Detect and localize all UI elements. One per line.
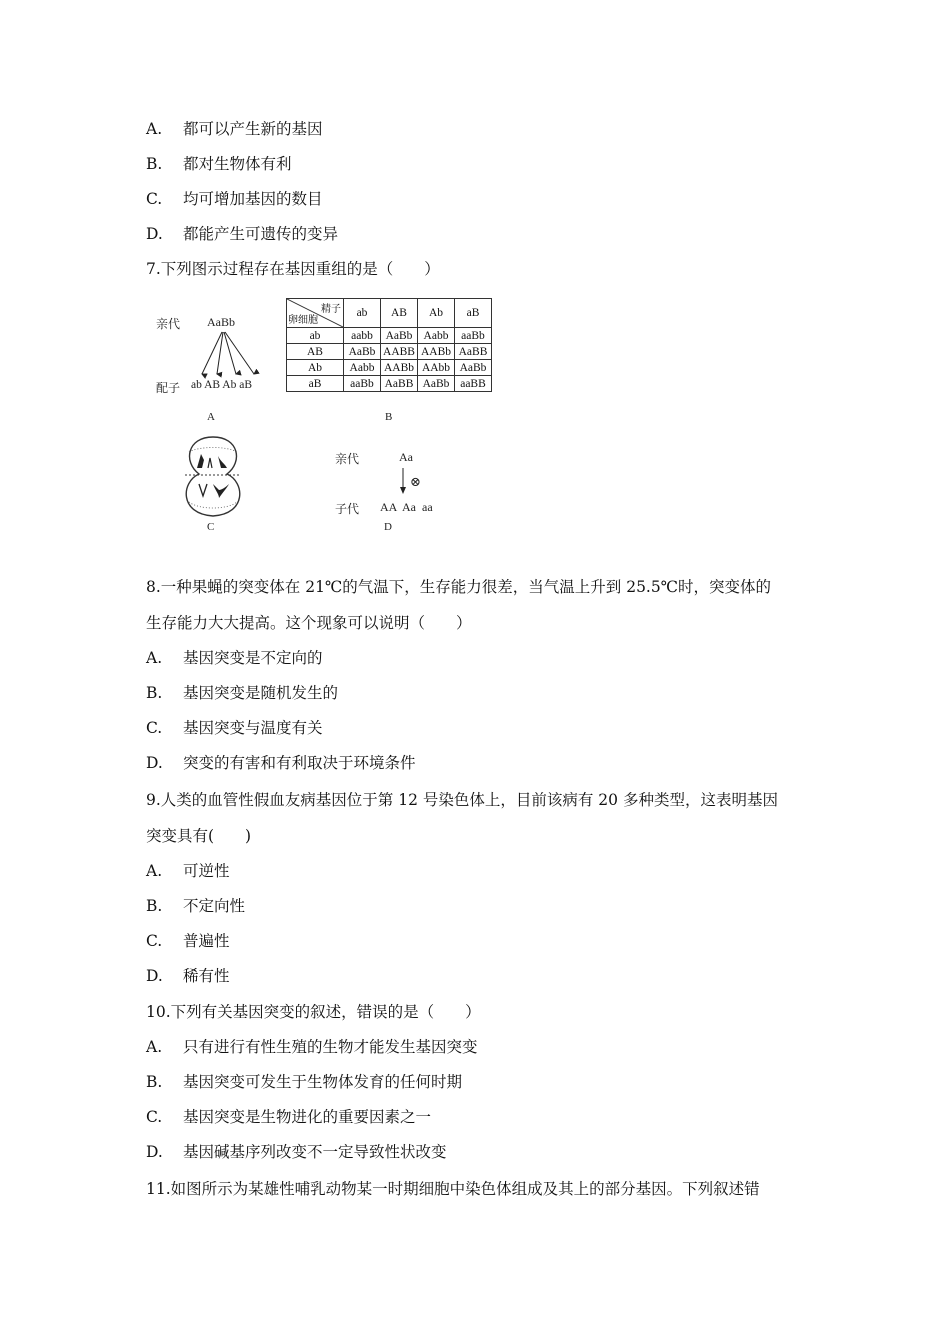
punnett-cell: AABB	[381, 344, 418, 360]
fig-d-parent-genotype: Aa	[399, 450, 413, 464]
q10-option-a: A. 只有进行有性生殖的生物才能发生基因突变	[146, 1038, 478, 1056]
q9-option-d: D. 稀有性	[146, 967, 230, 985]
punnett-col-header: Ab	[418, 299, 455, 328]
punnett-corner-cell	[287, 299, 344, 328]
fig-b-caption: B	[385, 411, 393, 423]
fig-a-gametes: ab AB Ab aB	[191, 379, 253, 391]
punnett-cell: Aabb	[344, 360, 381, 376]
fig-c-dividing-cell-diagram	[175, 432, 251, 522]
fig-a-parent-label: 亲代	[156, 317, 181, 331]
q10-stem: 10.下列有关基因突变的叙述，错误的是（ ）	[146, 1003, 481, 1021]
q8-option-d: D. 突变的有害和有利取决于环境条件	[146, 754, 416, 772]
q6-option-d: D. 都能产生可遗传的变异	[146, 225, 339, 243]
q6-option-c: C. 均可增加基因的数目	[146, 190, 323, 208]
fig-d-self-cross-symbol: ⊗	[410, 474, 421, 489]
punnett-row-header: Ab	[287, 360, 344, 376]
punnett-cell: AaBb	[418, 376, 455, 392]
punnett-cell: AaBB	[381, 376, 418, 392]
fig-a-arrows	[190, 330, 270, 380]
fig-b-punnett-table	[286, 298, 492, 392]
fig-d-parent-label: 亲代	[335, 452, 360, 466]
q9-option-b: B. 不定向性	[146, 897, 246, 915]
punnett-cell: AaBB	[455, 344, 492, 360]
fig-a-parent-genotype: AaBb	[207, 315, 235, 329]
fig-d-offspring: AA Aa aa	[380, 500, 433, 514]
fig-a-caption: A	[207, 411, 215, 423]
fig-c-caption: C	[207, 521, 215, 533]
punnett-cell: aaBb	[344, 376, 381, 392]
punnett-row	[287, 360, 492, 376]
punnett-row-header: aB	[287, 376, 344, 392]
punnett-cell: aabb	[344, 328, 381, 344]
punnett-row	[287, 344, 492, 360]
q8-option-b: B. 基因突变是随机发生的	[146, 684, 339, 702]
punnett-cell: aaBB	[455, 376, 492, 392]
q9-stem-line2: 突变具有( )	[146, 827, 252, 845]
punnett-egg-header: 卵细胞	[288, 315, 318, 326]
punnett-cell: Aabb	[418, 328, 455, 344]
q8-option-c: C. 基因突变与温度有关	[146, 719, 323, 737]
punnett-cell: aaBb	[455, 328, 492, 344]
q8-option-a: A. 基因突变是不定向的	[146, 649, 323, 667]
punnett-col-header: AB	[381, 299, 418, 328]
q10-option-d: D. 基因碱基序列改变不一定导致性状改变	[146, 1143, 447, 1161]
fig-d-down-arrow	[398, 467, 408, 495]
q6-option-a: A. 都可以产生新的基因	[146, 120, 323, 138]
punnett-row	[287, 328, 492, 344]
fig-d-caption: D	[384, 521, 392, 533]
punnett-cell: AaBb	[344, 344, 381, 360]
q10-option-c: C. 基因突变是生物进化的重要因素之一	[146, 1108, 432, 1126]
punnett-cell: AAbb	[418, 360, 455, 376]
punnett-row	[287, 376, 492, 392]
punnett-col-header: aB	[455, 299, 492, 328]
punnett-cell: AABb	[381, 360, 418, 376]
q8-stem-line2: 生存能力大大提高。这个现象可以说明（ ）	[146, 614, 472, 632]
q9-option-a: A. 可逆性	[146, 862, 230, 880]
punnett-cell: AaBb	[381, 328, 418, 344]
q11-stem-line1: 11.如图所示为某雄性哺乳动物某一时期细胞中染色体组成及其上的部分基因。下列叙述错	[146, 1180, 760, 1198]
punnett-row-header: ab	[287, 328, 344, 344]
q9-stem-line1: 9.人类的血管性假血友病基因位于第 12 号染色体上，目前该病有 20 多种类型，这表明基因	[146, 791, 778, 809]
q6-option-b: B. 都对生物体有利	[146, 155, 292, 173]
punnett-cell: AaBb	[455, 360, 492, 376]
punnett-cell: AABb	[418, 344, 455, 360]
punnett-row-header: AB	[287, 344, 344, 360]
q10-option-b: B. 基因突变可发生于生物体发育的任何时期	[146, 1073, 463, 1091]
punnett-sperm-header: 精子	[321, 304, 341, 315]
fig-d-offspring-label: 子代	[335, 502, 360, 516]
q7-stem: 7.下列图示过程存在基因重组的是（ ）	[146, 260, 440, 278]
punnett-col-header: ab	[344, 299, 381, 328]
fig-a-gamete-label: 配子	[156, 381, 181, 395]
q8-stem-line1: 8.一种果蝇的突变体在 21℃的气温下，生存能力很差，当气温上升到 25.5℃时，突变体的	[146, 578, 772, 596]
q9-option-c: C. 普遍性	[146, 932, 230, 950]
